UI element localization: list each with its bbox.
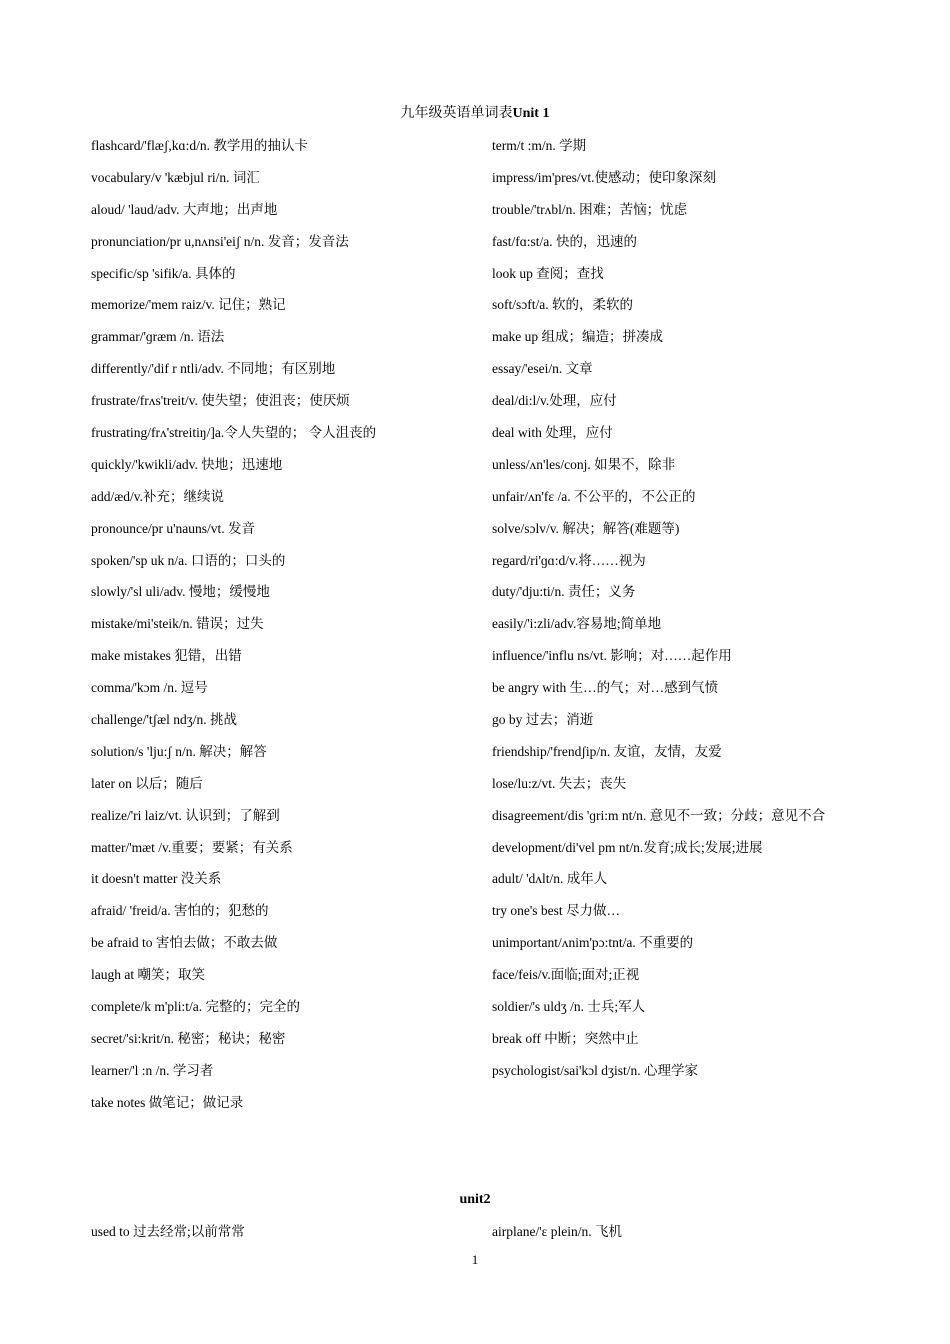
vocab-entry: friendship/'frendʃip/n. 友谊，友情，友爱 — [492, 743, 722, 759]
vocab-entry: look up 查阅；查找 — [492, 265, 604, 281]
unit2-left-entry: used to 过去经常;以前常常 — [91, 1224, 245, 1239]
vocab-entry: trouble/'trʌbl/n. 困难；苦恼；忧虑 — [492, 201, 688, 217]
vocab-entry: afraid/ 'freid/a. 害怕的；犯愁的 — [91, 903, 269, 919]
vocab-entry: essay/'esei/n. 文章 — [492, 361, 593, 377]
vocab-entry: deal with 处理，应付 — [492, 425, 613, 441]
unit2-right-entry: airplane/'ɛ plein/n. 飞机 — [492, 1224, 622, 1239]
vocab-entry: be angry with 生…的气；对…感到气愤 — [492, 680, 719, 696]
vocab-entry: regard/ri'ɡɑ:d/v.将……视为 — [492, 552, 646, 568]
vocab-entry: soldier/'s uldʒ /n. 士兵;军人 — [492, 999, 646, 1015]
vocab-entry: learner/'l :n /n. 学习者 — [91, 1062, 214, 1078]
vocab-entry: psychologist/sai'kɔl dʒist/n. 心理学家 — [492, 1062, 699, 1078]
vocab-entry: unless/ʌn'les/conj. 如果不，除非 — [492, 456, 676, 472]
vocab-entry: pronounce/pr u'nauns/vt. 发音 — [91, 520, 256, 536]
vocab-entry: impress/im'pres/vt.使感动；使印象深刻 — [492, 169, 717, 185]
vocab-entry: go by 过去；消逝 — [492, 712, 594, 728]
page-number: 1 — [471, 1252, 479, 1267]
vocab-entry: matter/'mæt /v.重要；要紧；有关系 — [91, 839, 293, 855]
vocab-entry: challenge/'tʃæl ndʒ/n. 挑战 — [91, 712, 238, 728]
vocab-entry: mistake/mi'steik/n. 错误；过失 — [91, 616, 264, 632]
vocab-entry: add/æd/v.补充；继续说 — [91, 488, 224, 504]
vocab-entry: make up 组成；编造；拼凑成 — [492, 329, 663, 345]
vocab-entry: try one's best 尽力做… — [492, 903, 621, 919]
vocab-entry: later on 以后；随后 — [91, 775, 203, 791]
vocab-entry: it doesn't matter 没关系 — [91, 871, 222, 887]
vocab-entry: adult/ 'dʌlt/n. 成年人 — [492, 871, 608, 887]
vocab-entry: laugh at 嘲笑；取笑 — [91, 967, 205, 983]
vocab-entry: duty/'dju:ti/n. 责任；义务 — [492, 584, 636, 600]
vocab-entry: term/t :m/n. 学期 — [492, 138, 587, 153]
vocab-entry: easily/'i:zli/adv.容易地;简单地 — [492, 616, 662, 632]
vocab-entry: lose/lu:z/vt. 失去；丧失 — [492, 775, 627, 791]
unit1-right-column — [492, 136, 912, 1093]
vocab-entry: comma/'kɔm /n. 逗号 — [91, 680, 208, 696]
unit1-left-column — [91, 136, 481, 1125]
vocab-entry: grammar/'ɡræm /n. 语法 — [91, 329, 225, 345]
vocab-entry: make mistakes 犯错，出错 — [91, 648, 242, 664]
title-prefix: 九年级英语单词表 — [400, 106, 513, 121]
vocab-entry: break off 中断；突然中止 — [492, 1030, 639, 1046]
vocab-entry: aloud/ 'laud/adv. 大声地；出声地 — [91, 201, 278, 217]
vocab-entry: realize/'ri laiz/vt. 认识到；了解到 — [91, 807, 280, 823]
vocab-entry: complete/k m'pli:t/a. 完整的；完全的 — [91, 999, 301, 1015]
vocab-entry: fast/fɑ:st/a. 快的，迅速的 — [492, 233, 638, 249]
title-unit: Unit 1 — [512, 106, 550, 121]
vocab-entry: specific/sp 'sifik/a. 具体的 — [91, 265, 236, 281]
vocab-entry: quickly/'kwikli/adv. 快地；迅速地 — [91, 456, 283, 472]
vocab-entry: secret/'si:krit/n. 秘密；秘诀；秘密 — [91, 1030, 286, 1046]
vocab-entry: be afraid to 害怕去做；不敢去做 — [91, 935, 278, 951]
vocab-entry: solution/s 'lju:ʃ n/n. 解决；解答 — [91, 743, 267, 759]
page-title — [0, 104, 950, 124]
vocab-entry: slowly/'sl uli/adv. 慢地；缓慢地 — [91, 584, 270, 600]
vocab-entry: frustrate/frʌs'treit/v. 使失望；使沮丧；使厌烦 — [91, 393, 350, 409]
vocab-entry: influence/'influ ns/vt. 影响；对……起作用 — [492, 648, 732, 664]
vocab-entry: take notes 做笔记；做记录 — [91, 1094, 244, 1110]
vocab-entry: disagreement/dis 'ɡri:m nt/n. 意见不一致；分歧；意见不合 — [492, 807, 826, 823]
vocab-entry: vocabulary/v 'kæbjul ri/n. 词汇 — [91, 169, 260, 185]
vocab-entry: soft/sɔft/a. 软的，柔软的 — [492, 297, 633, 313]
vocab-entry: pronunciation/pr u,nʌnsi'eiʃ n/n. 发音；发音法 — [91, 233, 349, 249]
vocab-entry: unfair/ʌn'fɛ /a. 不公平的，不公正的 — [492, 488, 696, 504]
vocab-entry: frustrating/frʌ'streitiŋ/]a.令人失望的； 令人沮丧的 — [91, 425, 377, 441]
vocab-entry: solve/sɔlv/v. 解决；解答(难题等) — [492, 520, 680, 536]
vocab-entry: spoken/'sp uk n/a. 口语的；口头的 — [91, 552, 286, 568]
vocab-entry: differently/'dif r ntli/adv. 不同地；有区别地 — [91, 361, 336, 377]
vocab-entry: flashcard/'flæʃ,kɑ:d/n. 教学用的抽认卡 — [91, 138, 308, 153]
unit2-heading: unit2 — [459, 1192, 491, 1207]
vocab-entry: face/feis/v.面临;面对;正视 — [492, 967, 640, 983]
vocab-entry: memorize/'mem raiz/v. 记住；熟记 — [91, 297, 286, 313]
vocab-entry: development/di'vel pm nt/n.发育;成长;发展;进展 — [492, 839, 763, 855]
vocab-entry: deal/di:l/v.处理，应付 — [492, 393, 617, 409]
vocab-entry: unimportant/ʌnim'pɔ:tnt/a. 不重要的 — [492, 935, 694, 951]
